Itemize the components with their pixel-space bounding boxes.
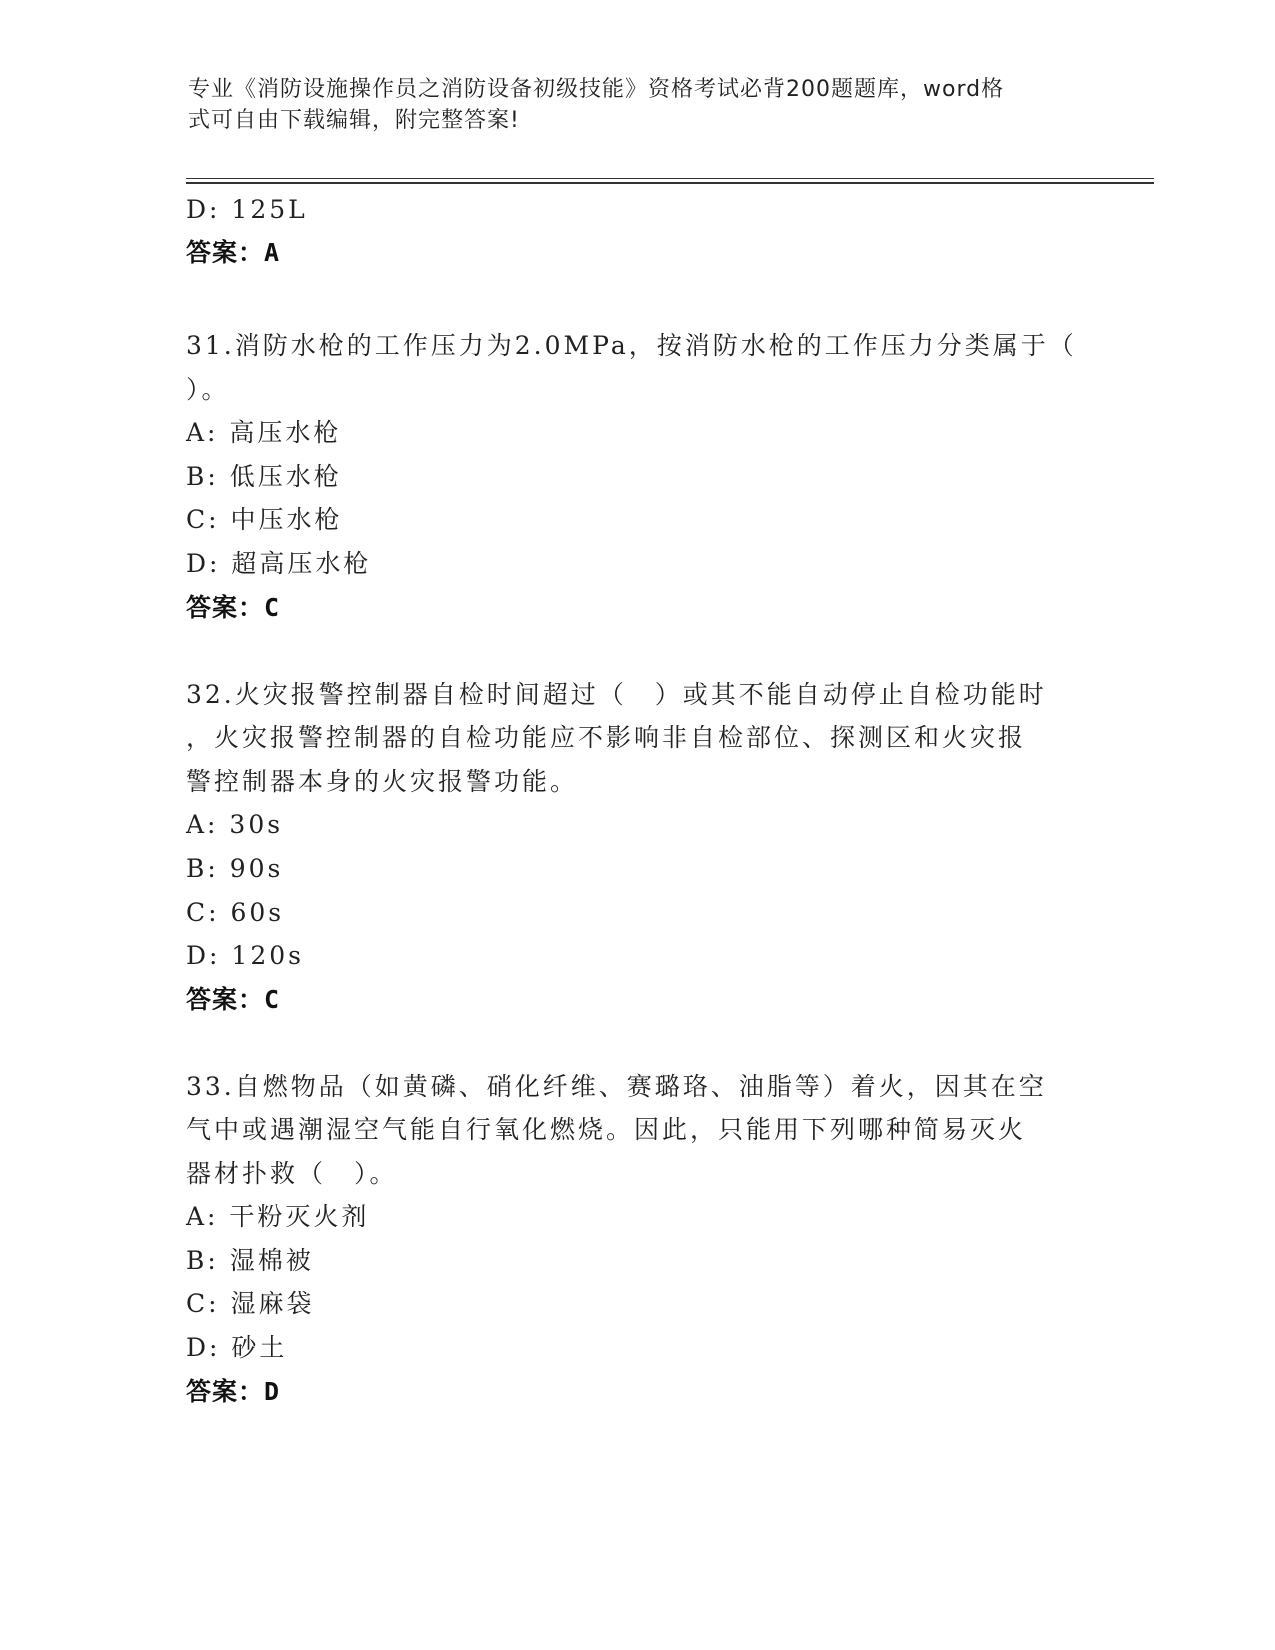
question-32-answer: [186, 985, 1086, 1015]
answer-value: A: [264, 238, 281, 267]
prev-option-d: D: 125L: [186, 195, 308, 224]
question-32-option-c: C: 60s: [186, 898, 285, 927]
header-divider-thin: [186, 178, 1154, 179]
answer-label: 答案：: [186, 593, 265, 622]
question-32-text-line-2: ，火灾报警控制器的自检功能应不影响非自检部位、探测区和火灾报: [186, 723, 1027, 752]
question-31-text-line-2: ）。: [186, 375, 230, 404]
question-33-option-a: A: 干粉灭火剂: [186, 1202, 370, 1231]
answer-value: C: [264, 985, 281, 1014]
question-31-option-b: B: 低压水枪: [186, 462, 342, 491]
question-32-option-b: B: 90s: [186, 854, 284, 883]
question-31-answer: [186, 593, 1086, 623]
question-31-option-c: C: 中压水枪: [186, 505, 343, 534]
question-32-option-a: A: 30s: [186, 810, 284, 839]
header-divider-thick: [186, 182, 1154, 184]
header-line-2: 式可自由下载编辑，附完整答案!: [188, 108, 520, 133]
question-33-option-d: D: 砂土: [186, 1333, 288, 1362]
question-33-text-line-3: 器材扑救（ ）。: [186, 1159, 398, 1188]
question-33-text-line-2: 气中或遇潮湿空气能自行氧化燃烧。因此，只能用下列哪种简易灭火: [186, 1115, 1027, 1144]
question-33-text-line-1: 33.自燃物品（如黄磷、硝化纤维、赛璐珞、油脂等）着火，因其在空: [186, 1072, 1047, 1101]
question-32-text-line-1: 32.火灾报警控制器自检时间超过（ ）或其不能自动停止自检功能时: [186, 680, 1047, 709]
answer-label: 答案：: [186, 985, 265, 1014]
question-33-option-c: C: 湿麻袋: [186, 1289, 315, 1318]
question-33-answer: [186, 1377, 1086, 1407]
answer-value: D: [264, 1377, 281, 1406]
answer-label: 答案：: [186, 1377, 265, 1406]
question-32-option-d: D: 120s: [186, 941, 304, 970]
answer-label: 答案：: [186, 238, 265, 267]
question-33-option-b: B: 湿棉被: [186, 1246, 314, 1275]
answer-value: C: [264, 593, 281, 622]
question-32-text-line-3: 警控制器本身的火灾报警功能。: [186, 767, 579, 796]
header-line-1: 专业《消防设施操作员之消防设备初级技能》资格考试必背200题题库，word格: [188, 77, 1005, 102]
question-31-text-line-1: 31.消防水枪的工作压力为2.0MPa，按消防水枪的工作压力分类属于（: [186, 331, 1077, 360]
document-header: [188, 74, 1068, 136]
prev-answer: [186, 238, 1086, 268]
question-31-option-a: A: 高压水枪: [186, 418, 342, 447]
question-31-option-d: D: 超高压水枪: [186, 549, 372, 578]
